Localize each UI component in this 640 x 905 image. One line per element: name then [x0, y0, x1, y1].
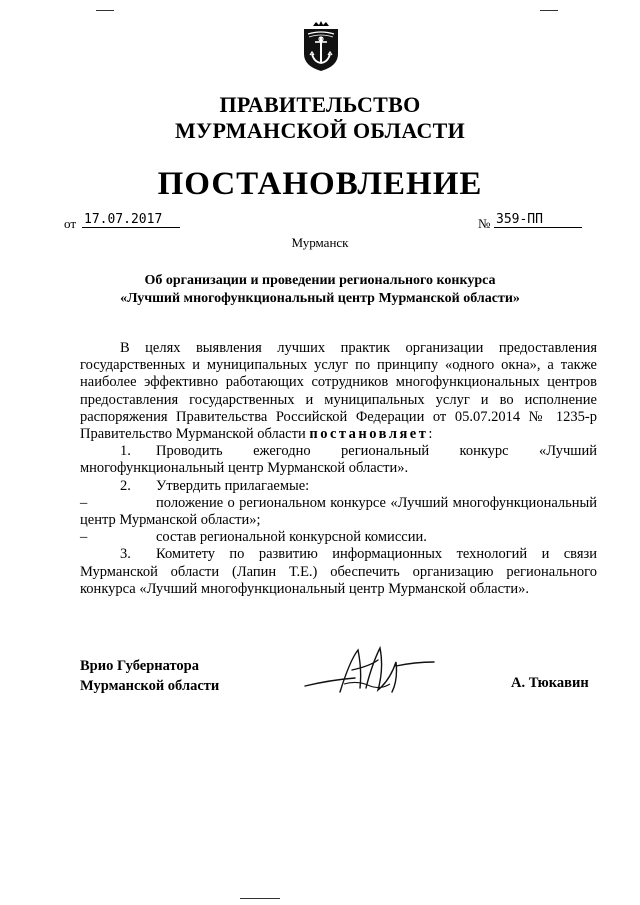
document-type-title: ПОСТАНОВЛЕНИЕ — [157, 166, 483, 202]
document-date: 17.07.2017 — [82, 212, 180, 228]
scan-edge-mark-top — [96, 10, 114, 11]
dash-item-1 — [80, 495, 597, 529]
list-item-3-number: 3. — [120, 546, 131, 563]
handwritten-signature — [300, 640, 440, 700]
intro-text: В целях выявления лучших практик организации предоставления государственных и муниципальных услуг по принципу «одного окна», а также наиболее эффективно работающих сотрудников многофункциональных центров предоставления государственных и муниципальных услуг и во исполнение распоряжения Правительства Российской Федерации от 05.07.2014 № 1235-р Правительство Мурманской области — [80, 340, 597, 443]
government-title-line1: ПРАВИТЕЛЬСТВО — [219, 92, 421, 117]
decree-word: постановляет — [309, 426, 429, 443]
subject-line2: «Лучший многофункциональный центр Мурманской области» — [120, 291, 520, 306]
document-number: 359-ПП — [494, 212, 582, 228]
date-prefix: от — [64, 216, 77, 231]
dash-item-1-mark: – — [80, 494, 88, 511]
list-item-1 — [80, 443, 597, 477]
signatory-position-line1: Врио Губернатора — [80, 658, 199, 674]
list-item-1-number: 1. — [120, 443, 131, 460]
murmansk-coat-of-arms-icon — [301, 20, 341, 72]
intro-paragraph — [80, 340, 597, 443]
list-item-3 — [80, 546, 597, 598]
list-item-3-text: Комитету по развитию информационных технологий и связи Мурманской области (Лапин Т.Е.) обеспечить организацию регионального конкурса «Лучший многофункциональный центр Мурманской области». — [80, 546, 597, 597]
list-item-1-text: Проводить ежегодно региональный конкурс «Лучший многофункциональный центр Мурманской области». — [80, 443, 597, 477]
scan-edge-mark-top-right — [540, 10, 558, 11]
dash-item-2-text: состав региональной конкурсной комиссии. — [156, 529, 427, 546]
city-name: Мурманск — [291, 235, 349, 250]
dash-item-1-text: положение о региональном конкурсе «Лучший многофункциональный центр Мурманской области»; — [80, 494, 597, 529]
list-item-2-number: 2. — [120, 477, 131, 494]
signatory-position-line2: Мурманской области — [80, 678, 220, 694]
list-item-2-text: Утвердить прилагаемые: — [156, 477, 310, 494]
subject-line1: Об организации и проведении регионального конкурса — [144, 273, 496, 288]
document-body — [80, 340, 597, 598]
decree-colon: : — [428, 426, 433, 443]
signatory-name: А. Тюкавин — [511, 675, 589, 691]
scan-edge-mark-bottom — [240, 898, 280, 899]
number-prefix: № — [478, 216, 491, 231]
dash-item-2-mark: – — [80, 529, 88, 546]
list-item-2 — [80, 478, 597, 495]
signatory-position — [80, 656, 219, 696]
government-title-line2: МУРМАНСКОЙ ОБЛАСТИ — [174, 118, 466, 143]
dash-item-2 — [80, 529, 597, 546]
